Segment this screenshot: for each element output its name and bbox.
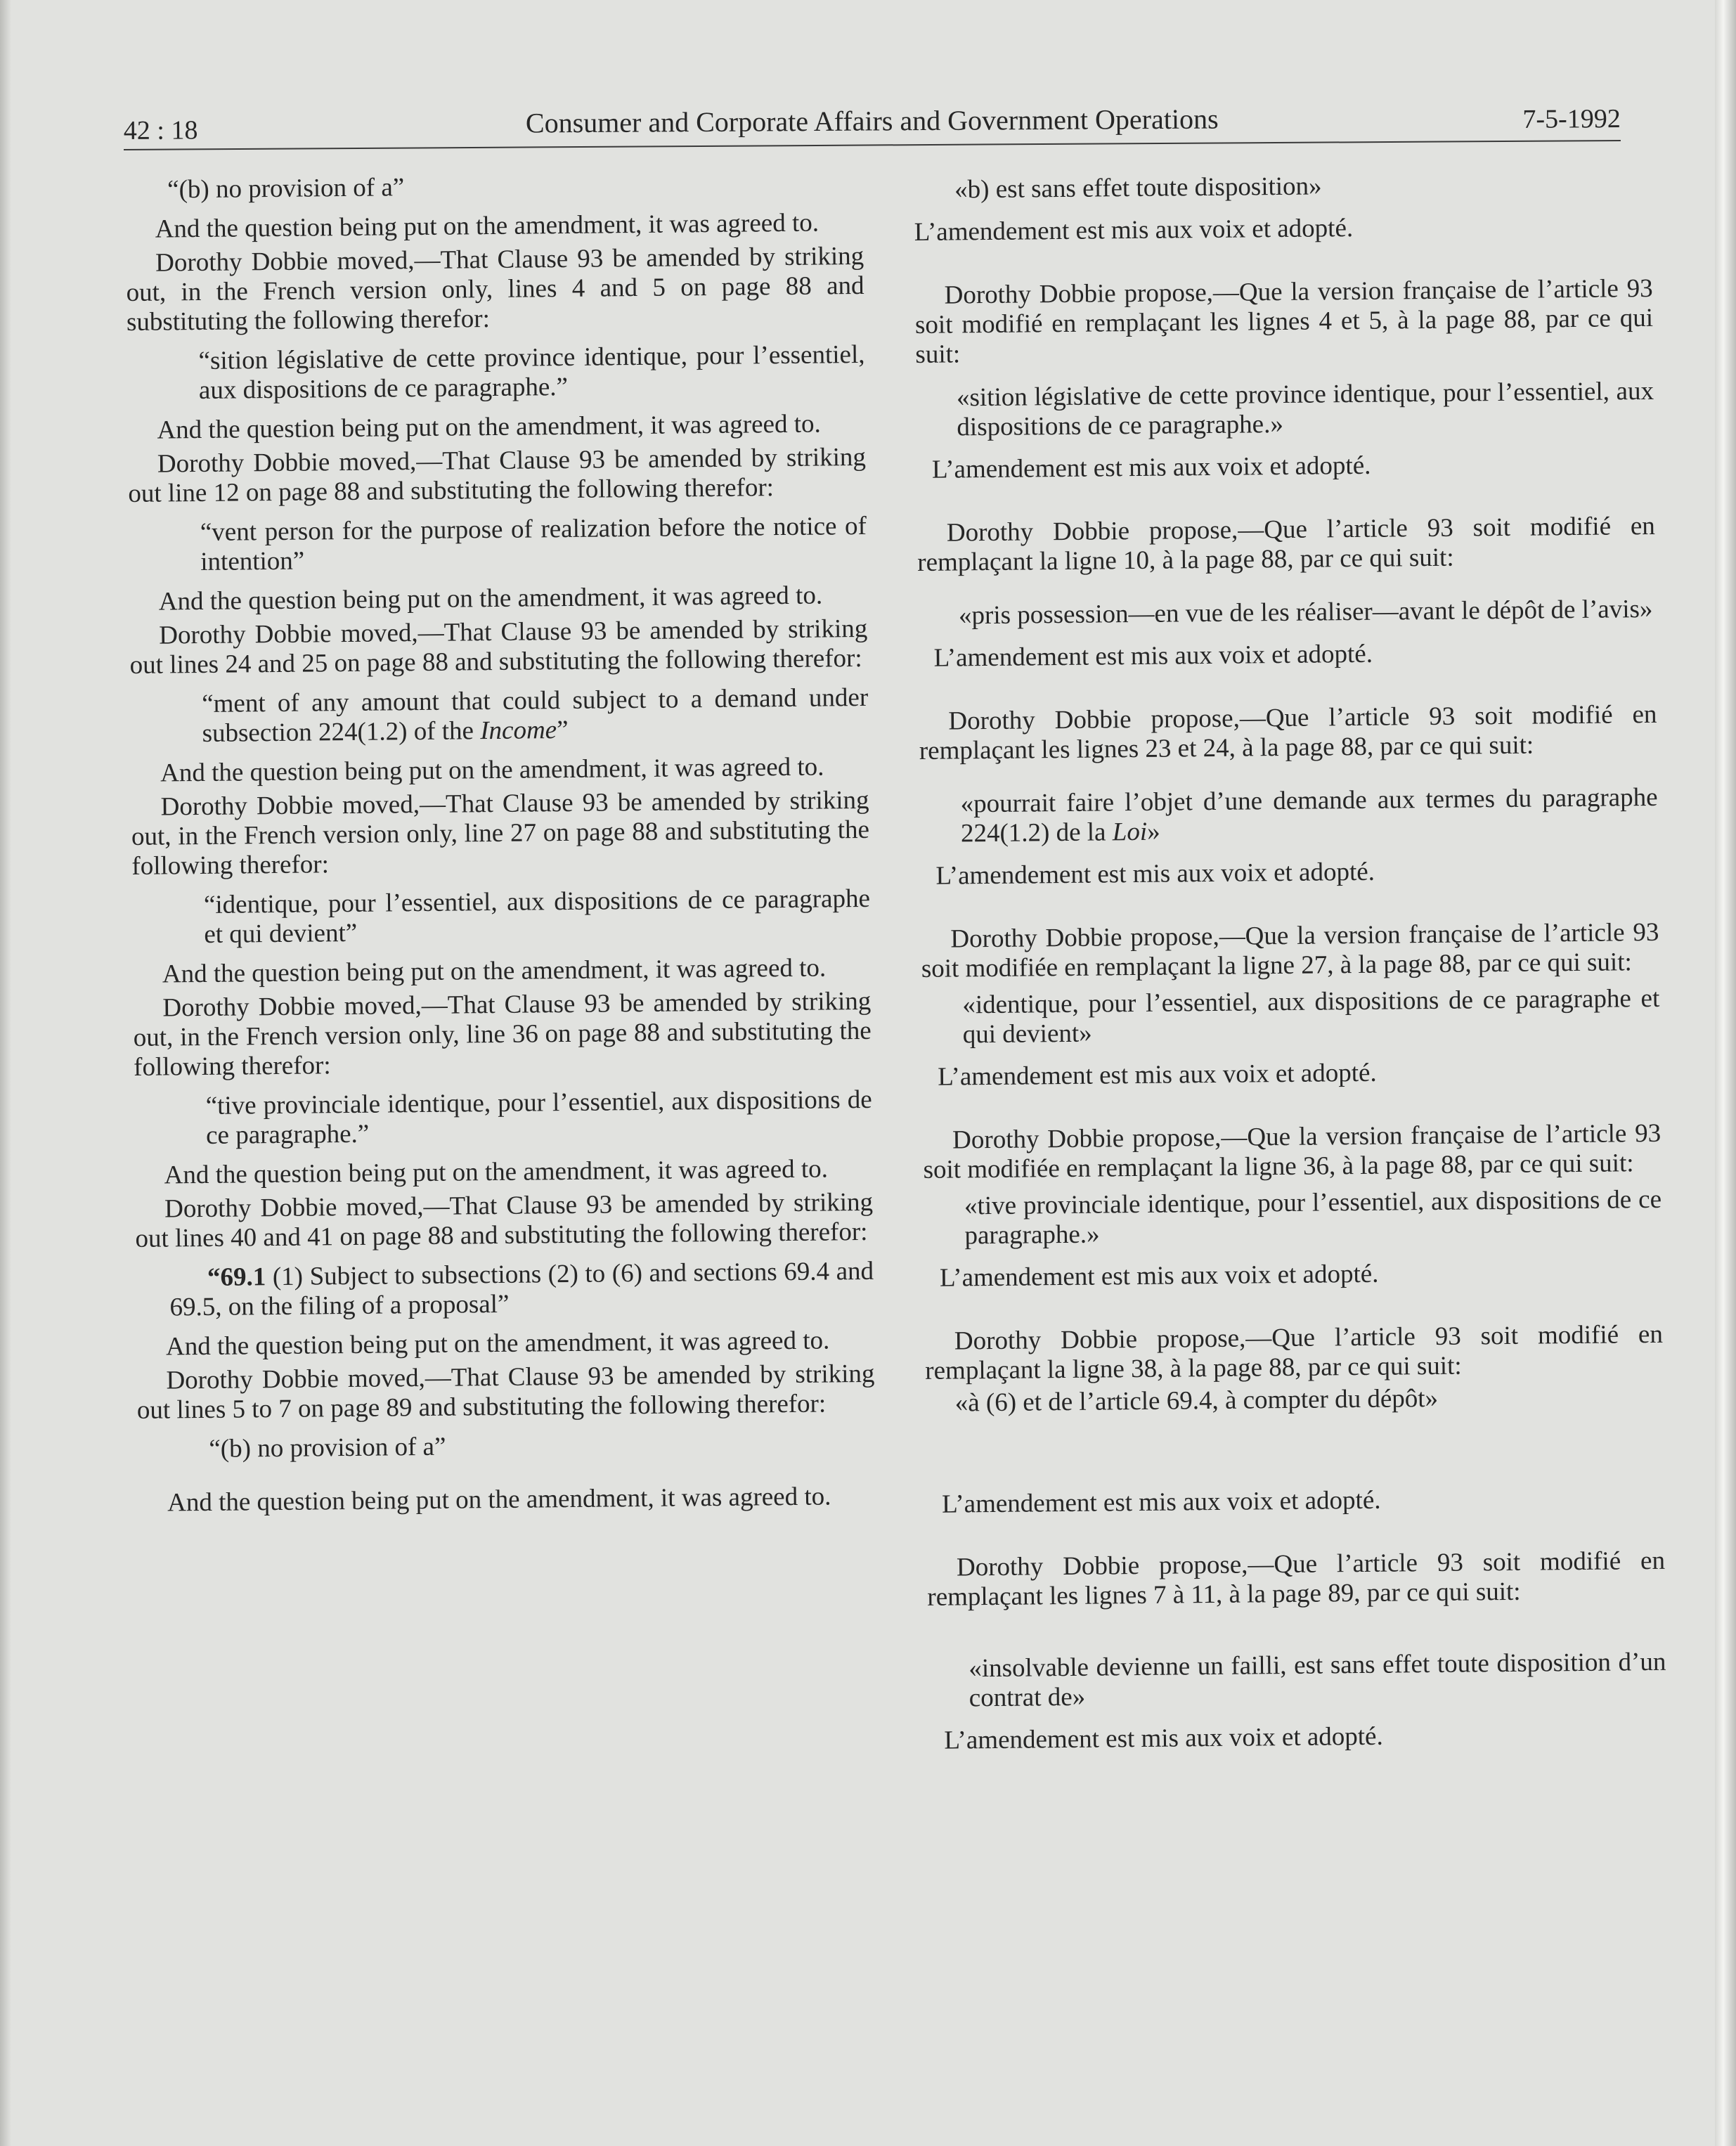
running-header xyxy=(123,79,1620,150)
french-column xyxy=(914,169,1667,1760)
quote-text: (1) Subject to subsections (2) to (6) and sections 69.4 and 69.5, on the filing of a proposal” xyxy=(169,1256,874,1322)
quote-end: » xyxy=(1146,817,1160,846)
result-text: And the question being put on the amendment, it was agreed to. xyxy=(165,1326,830,1362)
replacement-text xyxy=(169,1257,874,1323)
header-date: 7-5-1992 xyxy=(1522,103,1621,134)
motion-text: Dorothy Dobbie moved,—That Clause 93 be amended by striking out, in the French version only, lines 4 and 5 on page 88 and substituting the following therefor: xyxy=(126,241,864,337)
result-text: L’amendement est mis aux voix et adopté. xyxy=(938,1058,1377,1092)
motion-text: Dorothy Dobbie moved,—That Clause 93 be amended by striking out lines 40 and 41 on page 88 and substituting the following therefor: xyxy=(135,1187,874,1253)
continuation xyxy=(914,169,1652,247)
amendment-entry xyxy=(126,242,866,446)
result-text: L’amendement est mis aux voix et adopté. xyxy=(944,1721,1383,1755)
section-number: “69.1 xyxy=(207,1262,266,1292)
replacement-text: “tive provinciale identique, pour l’essentiel, aux dispositions de ce paragraphe.” xyxy=(205,1085,872,1150)
result-text: L’amendement est mis aux voix et adopté. xyxy=(931,451,1371,484)
replacement-text xyxy=(202,683,869,749)
amendment-entry xyxy=(133,987,873,1191)
result-text: And the question being put on the amendment, it was agreed to. xyxy=(164,1154,829,1190)
quote-italic: Income xyxy=(480,716,557,746)
motion-text: Dorothy Dobbie moved,—That Clause 93 be amended by striking out lines 5 to 7 on page 89 and substituting the following therefor: xyxy=(136,1359,875,1425)
motion-text: Dorothy Dobbie propose,—Que l’article 93 soit modifié en remplaçant la ligne 38, à la page 88, par ce qui suit: xyxy=(925,1319,1664,1385)
replacement-text: «insolvable devienne un failli, est sans effet toute disposition d’un contrat de» xyxy=(969,1647,1666,1713)
amendment-entry xyxy=(921,918,1660,1092)
replacement-text: «sition législative de cette province identique, pour l’essentiel, aux dispositions de ce paragraphe.» xyxy=(956,376,1654,442)
result-text: And the question being put on the amendment, it was agreed to. xyxy=(155,208,820,244)
result-text: L’amendement est mis aux voix et adopté. xyxy=(939,1259,1379,1293)
motion-text: Dorothy Dobbie propose,—Que l’article 93 soit modifié en remplaçant les lignes 23 et 24, à la page 88, par ce qui suit: xyxy=(919,699,1657,765)
motion-text: Dorothy Dobbie propose,—Que la version française de l’article 93 soit modifiée en remplaçant la ligne 27, à la page 88, par ce qui suit: xyxy=(921,917,1659,983)
quote-end: ” xyxy=(556,715,569,745)
motion-text: Dorothy Dobbie moved,—That Clause 93 be amended by striking out, in the French version only, line 36 on page 88 and substituting the following therefor: xyxy=(133,986,872,1082)
result-text: And the question being put on the amendment, it was agreed to. xyxy=(167,1482,831,1518)
amendment-entry xyxy=(917,512,1657,673)
amendment-entry xyxy=(914,274,1654,485)
continuation xyxy=(125,169,864,245)
amendment-entry xyxy=(131,786,871,990)
amendment-entry xyxy=(136,1359,876,1518)
motion-text: Dorothy Dobbie moved,—That Clause 93 be amended by striking out lines 24 and 25 on page 88 and substituting the following therefor: xyxy=(129,614,868,680)
replacement-text: “vent person for the purpose of realization before the notice of intention” xyxy=(200,511,867,576)
replacement-text: “(b) no provision of a” xyxy=(167,173,405,205)
result-text: L’amendement est mis aux voix et adopté. xyxy=(941,1485,1381,1519)
result-text: And the question being put on the amendment, it was agreed to. xyxy=(157,409,821,445)
quote-text: «pourrait faire l’objet d’une demande aux termes du paragraphe 224(1.2) de la xyxy=(960,782,1658,848)
result-text: And the question being put on the amendment, it was agreed to. xyxy=(162,953,827,989)
motion-text: Dorothy Dobbie propose,—Que l’article 93 soit modifié en remplaçant la ligne 10, à la page 88, par ce qui suit: xyxy=(917,511,1656,577)
replacement-text: «à (6) et de l’article 69.4, à compter du dépôt» xyxy=(954,1383,1439,1418)
amendment-entry xyxy=(923,1119,1662,1293)
result-text: L’amendement est mis aux voix et adopté. xyxy=(935,857,1375,891)
replacement-text: “identique, pour l’essentiel, aux dispositions de ce paragraphe et qui devient” xyxy=(203,884,871,949)
motion-text: Dorothy Dobbie propose,—Que la version française de l’article 93 soit modifiée en remplaçant la ligne 36, à la page 88, par ce qui suit: xyxy=(923,1118,1661,1184)
result-text: And the question being put on the amendment, it was agreed to. xyxy=(158,581,823,616)
result-text: And the question being put on the amendment, it was agreed to. xyxy=(160,752,824,788)
amendment-entry xyxy=(925,1320,1665,1520)
amendment-entry xyxy=(129,614,869,789)
amendment-entry xyxy=(128,443,867,617)
quote-text: “ment of any amount that could subject to a demand under subsection 224(1.2) of the xyxy=(202,683,869,748)
replacement-text: “sition législative de cette province identique, pour l’essentiel, aux dispositions de ce paragraphe.” xyxy=(198,340,865,406)
motion-text: Dorothy Dobbie propose,—Que l’article 93 soit modifié en remplaçant les lignes 7 à 11, à la page 89, par ce qui suit: xyxy=(927,1546,1666,1612)
amendment-entry xyxy=(927,1546,1667,1756)
page-right-edge xyxy=(1715,0,1736,2146)
replacement-text: «tive provinciale identique, pour l’essentiel, aux dispositions de ce paragraphe.» xyxy=(964,1184,1662,1250)
motion-text: Dorothy Dobbie moved,—That Clause 93 be amended by striking out, in the French version only, line 27 on page 88 and substituting the following therefor: xyxy=(131,785,870,881)
quote-italic: Loi xyxy=(1112,817,1148,847)
english-column xyxy=(125,169,876,1523)
replacement-text: “(b) no provision of a” xyxy=(209,1432,446,1463)
replacement-text: «identique, pour l’essentiel, aux dispositions de ce paragraphe et qui devient» xyxy=(962,983,1660,1049)
amendment-entry xyxy=(135,1188,874,1362)
result-text: L’amendement est mis aux voix et adopté. xyxy=(933,639,1373,673)
amendment-entry xyxy=(919,700,1658,891)
replacement-text xyxy=(960,783,1658,849)
result-text: L’amendement est mis aux voix et adopté. xyxy=(914,214,1354,247)
motion-text: Dorothy Dobbie moved,—That Clause 93 be amended by striking out line 12 on page 88 and substituting the following therefor: xyxy=(128,442,867,508)
replacement-text: «b) est sans effet toute disposition» xyxy=(954,172,1322,205)
page-left-edge xyxy=(0,0,11,2146)
motion-text: Dorothy Dobbie propose,—Que la version française de l’article 93 soit modifié en remplaçant les lignes 4 et 5, à la page 88, par ce qui suit: xyxy=(914,273,1654,369)
replacement-text: «pris possession—en vue de les réaliser—avant le dépôt de l’avis» xyxy=(958,594,1653,631)
page-number: 42 : 18 xyxy=(123,115,198,146)
running-title: Consumer and Corporate Affairs and Government Operations xyxy=(525,103,1219,139)
